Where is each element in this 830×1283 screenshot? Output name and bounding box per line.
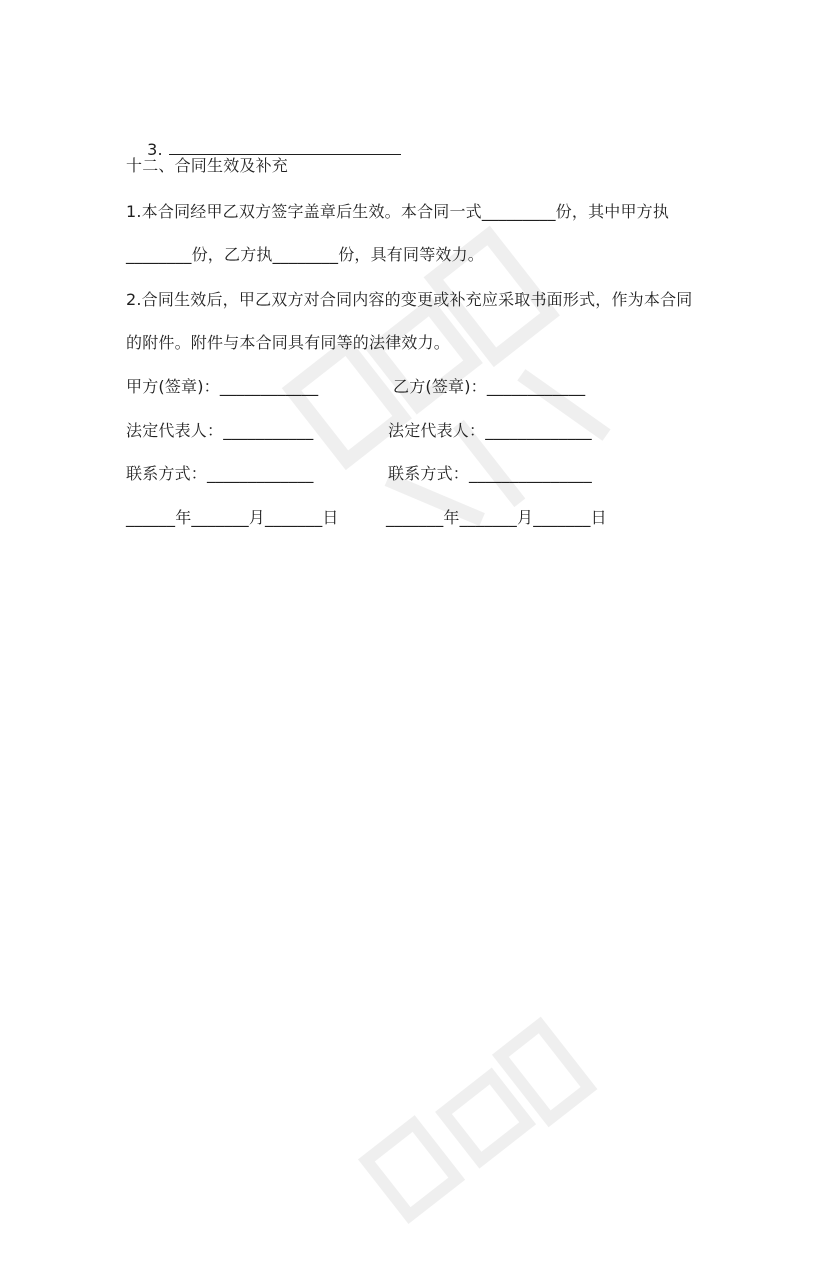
section-title: 十二、合同生效及补充 [126, 156, 289, 175]
party-a-legal-representative: 法定代表人：___________ [126, 421, 314, 440]
watermark-graphic-bottom [338, 997, 641, 1283]
party-b-legal-representative: 法定代表人：_____________ [388, 421, 592, 440]
party-b-signature: 乙方(签章)：____________ [393, 377, 586, 396]
party-b-date: _______年_______月_______日 [386, 508, 607, 527]
party-a-date: ______年_______月_______日 [126, 508, 339, 527]
party-a-signature: 甲方(签章)：____________ [126, 377, 319, 396]
item-3-number: 3. [147, 140, 163, 159]
party-b-contact: 联系方式：_______________ [388, 464, 593, 483]
item-3-blank [169, 138, 401, 155]
clause-2-line-2: 的附件。附件与本合同具有同等的法律效力。 [126, 333, 451, 352]
clause-1-line-2: ________份，乙方执________份，具有同等效力。 [126, 245, 485, 264]
clause-2-line-1: 2.合同生效后，甲乙双方对合同内容的变更或补充应采取书面形式，作为本合同 [126, 290, 693, 309]
party-a-contact: 联系方式：_____________ [126, 464, 314, 483]
clause-1-line-1: 1.本合同经甲乙双方签字盖章后生效。本合同一式_________份，其中甲方执 [126, 202, 670, 221]
